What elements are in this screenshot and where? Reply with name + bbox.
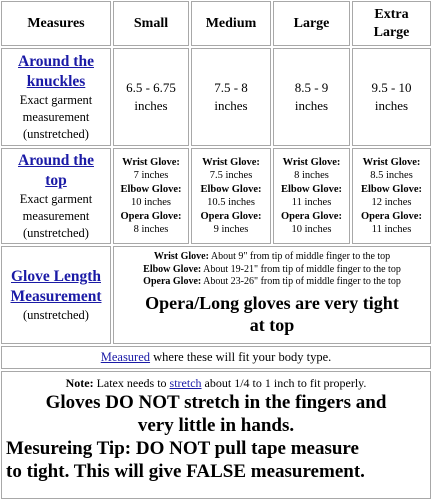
note-label: Note: <box>65 376 94 390</box>
knuckles-desc-line2: measurement <box>22 109 90 124</box>
knuckles-large-unit: inches <box>294 98 329 113</box>
tip-line2: to tight. This will give FALSE measurement. <box>6 461 365 482</box>
measured-link[interactable]: Measured <box>100 350 151 364</box>
top-small-wrist: 7 inches <box>133 170 169 181</box>
knuckles-title-line1[interactable]: Around the <box>18 52 94 70</box>
length-elbow-line <box>114 264 430 277</box>
knuckles-title-line2[interactable]: knuckles <box>26 72 86 90</box>
top-large-wrist-label: Wrist Glove: <box>282 156 341 168</box>
note-line <box>2 375 430 391</box>
top-medium-opera-label: Opera Glove: <box>200 210 262 222</box>
length-title-line1[interactable]: Glove Length <box>11 267 101 285</box>
length-elbow-text: About 19-21" from tip of middle finger to the top <box>201 263 401 275</box>
measured-line <box>101 349 332 366</box>
header-small <box>113 1 189 46</box>
top-medium-cell <box>191 148 271 244</box>
knuckles-small-cell <box>113 48 189 146</box>
note-text2: about 1/4 to 1 inch to fit properly. <box>201 376 367 390</box>
header-medium-text: Medium <box>205 15 257 31</box>
top-large-elbow: 11 inches <box>291 197 332 208</box>
length-wrist-label: Wrist Glove: <box>153 251 209 262</box>
knuckles-small-range: 6.5 - 6.75 <box>126 80 176 95</box>
top-small-opera-label: Opera Glove: <box>120 210 182 222</box>
top-xlarge-opera: 11 inches <box>371 224 412 235</box>
knuckles-medium-cell <box>191 48 271 146</box>
length-desc: (unstretched) <box>23 307 89 322</box>
knuckles-large-cell <box>273 48 350 146</box>
knuckles-xlarge-unit: inches <box>374 98 409 113</box>
length-wrist-text: About 9" from tip of middle finger to the top <box>208 251 391 262</box>
fingers-line1: Gloves DO NOT stretch in the fingers and <box>45 392 387 413</box>
top-small-wrist-label: Wrist Glove: <box>122 156 180 168</box>
top-small-opera: 8 inches <box>133 224 169 235</box>
tip-line1: Mesureing Tip: DO NOT pull tape measure <box>6 438 359 459</box>
measured-cell <box>1 346 431 369</box>
header-small-text: Small <box>133 15 169 31</box>
top-medium-opera: 9 inches <box>213 224 249 235</box>
header-measures-text: Measures <box>27 15 85 31</box>
length-title-line2[interactable]: Measurement <box>10 287 102 305</box>
top-desc-line3: (unstretched) <box>23 225 89 240</box>
top-medium-elbow: 10.5 inches <box>207 197 255 208</box>
top-xlarge-cell <box>352 148 431 244</box>
top-xlarge-elbow-label: Elbow Glove: <box>361 183 422 195</box>
knuckles-large-range: 8.5 - 9 <box>294 80 329 95</box>
top-medium-wrist-label: Wrist Glove: <box>202 156 260 168</box>
top-large-cell <box>273 148 350 244</box>
length-opera-line <box>114 276 430 289</box>
top-label-cell <box>1 148 111 244</box>
header-xlarge-line2: Large <box>373 24 410 40</box>
top-small-elbow-label: Elbow Glove: <box>120 183 182 195</box>
length-label-cell <box>1 246 111 344</box>
top-large-opera: 10 inches <box>291 224 332 235</box>
top-medium-wrist: 7.5 inches <box>209 170 253 181</box>
length-opera-label: Opera Glove: <box>143 276 202 287</box>
knuckles-medium-range: 7.5 - 8 <box>214 80 248 95</box>
header-large <box>273 1 350 46</box>
knuckles-xlarge-cell <box>352 48 431 146</box>
top-desc-line2: measurement <box>22 208 90 223</box>
knuckles-xlarge-range: 9.5 - 10 <box>371 80 412 95</box>
top-large-elbow-label: Elbow Glove: <box>281 183 342 195</box>
knuckles-medium-unit: inches <box>214 98 248 113</box>
top-large-wrist: 8 inches <box>294 170 329 181</box>
fingers-line2: very little in hands. <box>137 415 295 436</box>
note-text1: Latex needs to <box>93 376 170 390</box>
header-medium <box>191 1 271 46</box>
top-xlarge-wrist-label: Wrist Glove: <box>362 156 421 168</box>
top-large-opera-label: Opera Glove: <box>281 210 342 222</box>
top-small-elbow: 10 inches <box>131 197 171 208</box>
notes-cell <box>1 371 431 499</box>
top-title-line1[interactable]: Around the <box>18 151 94 169</box>
top-xlarge-elbow: 12 inches <box>371 197 412 208</box>
header-large-text: Large <box>293 15 330 31</box>
knuckles-desc-line1: Exact garment <box>19 92 93 107</box>
top-desc-line1: Exact garment <box>19 191 93 206</box>
length-wrist-line <box>114 251 430 264</box>
top-small-cell <box>113 148 189 244</box>
length-opera-text: About 23-26" from tip of middle finger to the top <box>201 276 401 287</box>
header-measures <box>1 1 111 46</box>
knuckles-small-unit: inches <box>134 98 168 113</box>
top-title-line2[interactable]: top <box>45 171 67 189</box>
top-medium-elbow-label: Elbow Glove: <box>200 183 262 195</box>
top-xlarge-opera-label: Opera Glove: <box>361 210 422 222</box>
measured-text: where these will fit your body type. <box>150 350 332 364</box>
knuckles-label-cell <box>1 48 111 146</box>
stretch-link[interactable]: stretch <box>169 376 202 390</box>
header-xlarge-line1: Extra <box>374 6 409 22</box>
length-warning-line2: at top <box>249 314 295 335</box>
length-details-cell <box>113 246 431 344</box>
top-xlarge-wrist: 8.5 inches <box>370 170 413 181</box>
length-warning-line1: Opera/Long gloves are very tight <box>145 292 399 313</box>
header-xlarge <box>352 1 431 46</box>
knuckles-desc-line3: (unstretched) <box>23 126 89 141</box>
length-elbow-label: Elbow Glove: <box>143 263 202 275</box>
